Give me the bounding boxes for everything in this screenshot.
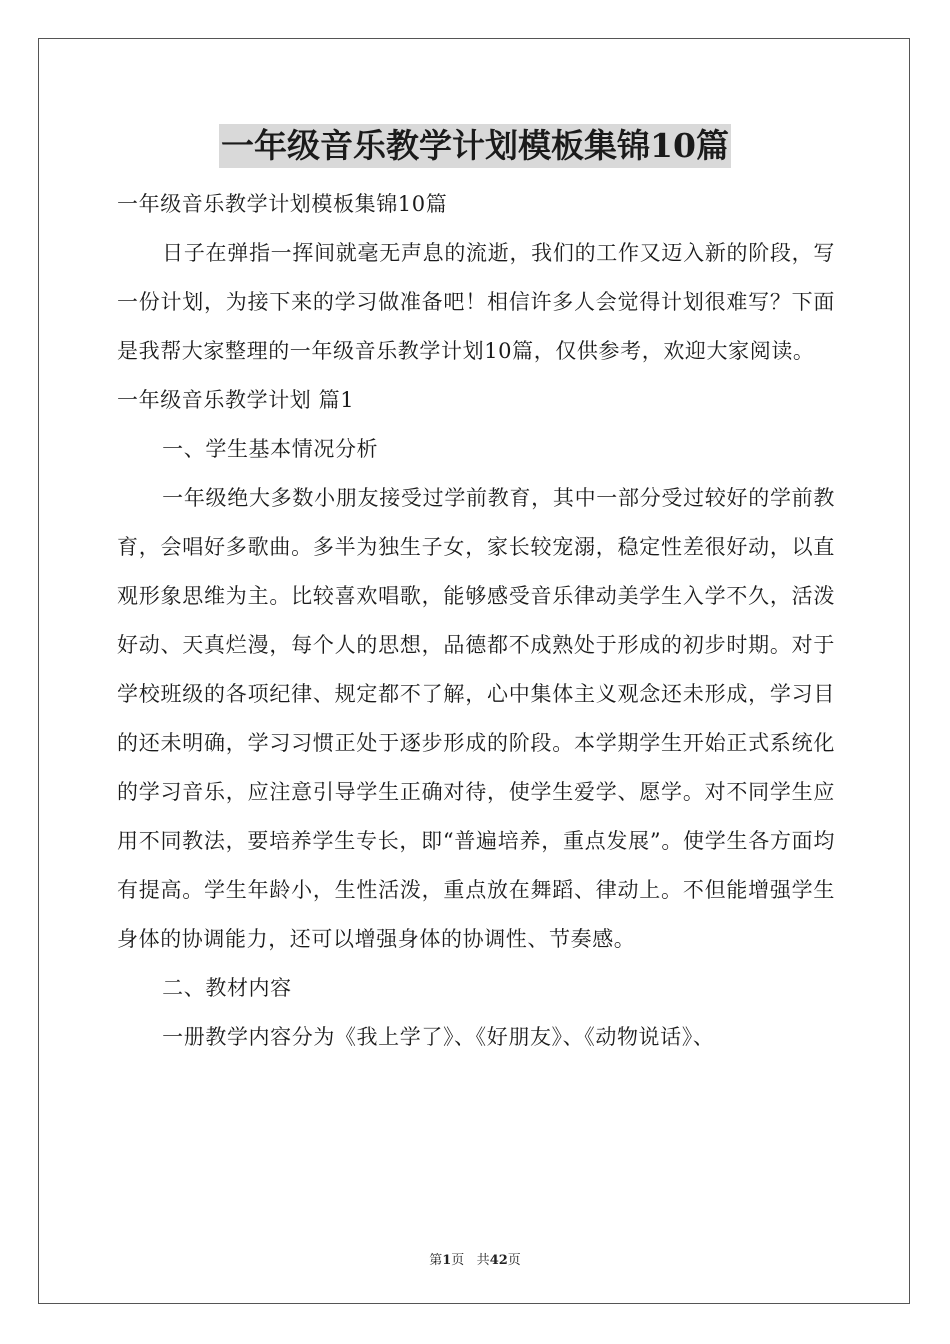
- section-body-materials: 一册教学内容分为《我上学了》、《好朋友》、《动物说话》、: [162, 1025, 715, 1049]
- document-subtitle: 一年级音乐教学计划模板集锦10篇: [117, 192, 448, 216]
- intro-paragraph: 日子在弹指一挥间就毫无声息的流逝，我们的工作又迈入新的阶段，写一份计划，为接下来的学习做准备吧！相信许多人会觉得计划很难写？下面是我帮大家整理的一年级音乐教学计划10篇，仅供参考，欢迎大家阅读。: [117, 241, 835, 363]
- part-heading: 一年级音乐教学计划 篇1: [117, 388, 355, 412]
- page-footer: [0, 1249, 950, 1268]
- title-container: [0, 124, 950, 168]
- section-heading-materials: 二、教材内容: [162, 976, 292, 1000]
- document-title: 一年级音乐教学计划模板集锦10篇: [219, 124, 731, 168]
- section-body-students: 一年级绝大多数小朋友接受过学前教育，其中一部分受过较好的学前教育，会唱好多歌曲。多半为独生子女，家长较宠溺，稳定性差很好动，以直观形象思维为主。比较喜欢唱歌，能够感受音乐律动美学生入学不久，活泼好动、天真烂漫，每个人的思想，品德都不成熟处于形成的初步时期。对于学校班级的各项纪律、规定都不了解，心中集体主义观念还未形成，学习目的还未明确，学习习惯正处于逐步形成的阶段。本学期学生开始正式系统化的学习音乐，应注意引导学生正确对待，使学生爱学、愿学。对不同学生应用不同教法，要培养学生专长，即“普遍培养，重点发展”。使学生各方面均有提高。学生年龄小，生性活泼，重点放在舞蹈、律动上。不但能增强学生身体的协调能力，还可以增强身体的协调性、节奏感。: [117, 486, 835, 951]
- section-heading-students: 一、学生基本情况分析: [162, 437, 379, 461]
- page-prefix: 第: [429, 1253, 443, 1268]
- total-suffix: 页: [507, 1253, 521, 1268]
- total-pages: 42: [489, 1253, 508, 1268]
- page-number: 1: [442, 1253, 452, 1268]
- document-body: [117, 180, 835, 1062]
- total-prefix: 共: [476, 1253, 490, 1268]
- page-suffix: 页: [451, 1253, 465, 1268]
